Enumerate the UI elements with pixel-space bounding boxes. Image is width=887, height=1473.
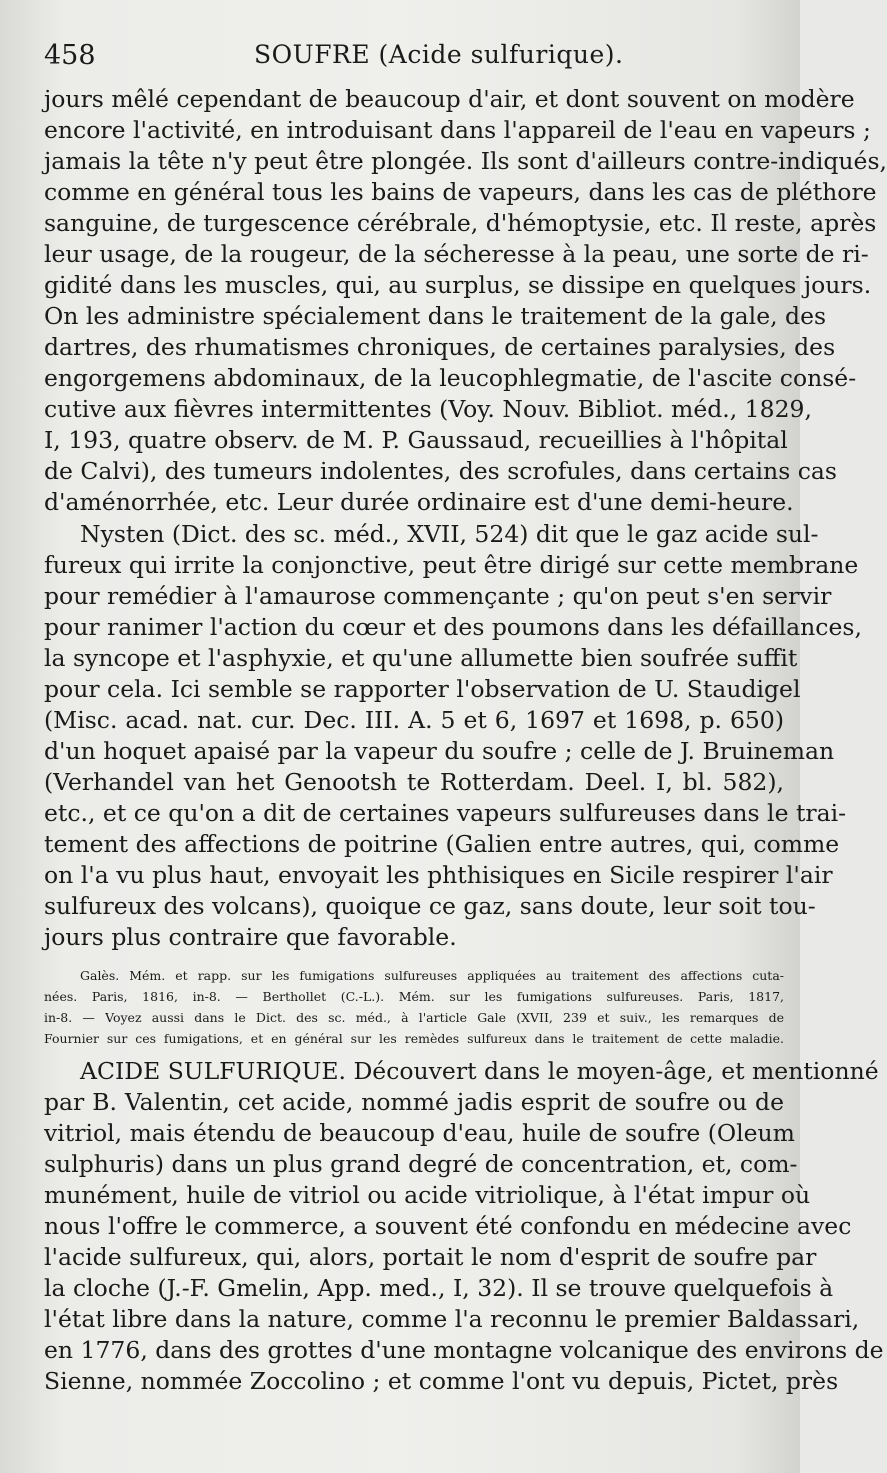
text-line: jamais la tête n'y peut être plongée. Ils sont d'ailleurs contre-indiqués, — [44, 147, 887, 175]
text-line: par B. Valentin, cet acide, nommé jadis esprit de soufre ou de — [44, 1088, 784, 1116]
text-line: de Calvi), des tumeurs indolentes, des scrofules, dans certains cas — [44, 457, 837, 485]
text-line: l'état libre dans la nature, comme l'a reconnu le premier Baldassari, — [44, 1305, 860, 1333]
text-line: pour remédier à l'amaurose commençante ; qu'on peut s'en servir — [44, 582, 832, 610]
text-line: sanguine, de turgescence cérébrale, d'hémoptysie, etc. Il reste, après — [44, 209, 877, 237]
page-header — [44, 36, 784, 80]
text-line: nous l'offre le commerce, a souvent été confondu en médecine avec — [44, 1212, 852, 1240]
text-line: jours mêlé cependant de beaucoup d'air, et dont souvent on modère — [44, 85, 855, 113]
footnote-line: Galès. Mém. et rapp. sur les fumigations sulfureuses appliquées au traitement des affections cuta- — [80, 968, 784, 983]
text-line: ACIDE SULFURIQUE. Découvert dans le moyen-âge, et mentionné — [80, 1057, 879, 1085]
text-line: etc., et ce qu'on a dit de certaines vapeurs sulfureuses dans le trai- — [44, 799, 847, 827]
text-line: Nysten (Dict. des sc. méd., XVII, 524) dit que le gaz acide sul- — [80, 520, 819, 548]
text-line: la syncope et l'asphyxie, et qu'une allumette bien soufrée suffit — [44, 644, 798, 672]
text-line: la cloche (J.-F. Gmelin, App. med., I, 32). Il se trouve quelquefois à — [44, 1274, 834, 1302]
text-line: encore l'activité, en introduisant dans l'appareil de l'eau en vapeurs ; — [44, 116, 871, 144]
running-title: SOUFRE (Acide sulfurique). — [254, 40, 624, 69]
text-line: jours plus contraire que favorable. — [44, 923, 457, 951]
text-line: (Misc. acad. nat. cur. Dec. III. A. 5 et 6, 1697 et 1698, p. 650) — [44, 706, 784, 734]
footnote-line: nées. Paris, 1816, in-8. — Berthollet (C.-L.). Mém. sur les fumigations sulfureuses. Paris, 1817, — [44, 989, 784, 1004]
text-line: cutive aux fièvres intermittentes (Voy. Nouv. Bibliot. méd., 1829, — [44, 395, 812, 423]
text-line: sulphuris) dans un plus grand degré de concentration, et, com- — [44, 1150, 798, 1178]
text-line: engorgemens abdominaux, de la leucophlegmatie, de l'ascite consé- — [44, 364, 857, 392]
text-line: sulfureux des volcans), quoique ce gaz, sans doute, leur soit tou- — [44, 892, 816, 920]
text-line: munément, huile de vitriol ou acide vitriolique, à l'état impur où — [44, 1181, 811, 1209]
text-line: Sienne, nommée Zoccolino ; et comme l'ont vu depuis, Pictet, près — [44, 1367, 839, 1395]
text-line: (Verhandel van het Genootsh te Rotterdam. Deel. I, bl. 582), — [44, 768, 784, 796]
text-line: fureux qui irrite la conjonctive, peut être dirigé sur cette membrane — [44, 551, 859, 579]
text-line: On les administre spécialement dans le traitement de la gale, des — [44, 302, 827, 330]
text-line: en 1776, dans des grottes d'une montagne volcanique des environs de — [44, 1336, 884, 1364]
text-line: dartres, des rhumatismes chroniques, de certaines paralysies, des — [44, 333, 836, 361]
text-line: l'acide sulfureux, qui, alors, portait le nom d'esprit de soufre par — [44, 1243, 817, 1271]
text-line: d'un hoquet apaisé par la vapeur du soufre ; celle de J. Bruineman — [44, 737, 835, 765]
page-number: 458 — [44, 40, 96, 71]
text-line: pour ranimer l'action du cœur et des poumons dans les défaillances, — [44, 613, 862, 641]
text-line: gidité dans les muscles, qui, au surplus, se dissipe en quelques jours. — [44, 271, 872, 299]
footnote-line: in-8. — Voyez aussi dans le Dict. des sc. méd., à l'article Gale (XVII, 239 et suiv., les remarques de — [44, 1010, 784, 1025]
text-line: comme en général tous les bains de vapeurs, dans les cas de pléthore — [44, 178, 877, 206]
footnote-line: Fournier sur ces fumigations, et en général sur les remèdes sulfureux dans le traitement de cette maladie. — [44, 1031, 784, 1046]
text-line: I, 193, quatre observ. de M. P. Gaussaud, recueillies à l'hôpital — [44, 426, 788, 454]
text-line: vitriol, mais étendu de beaucoup d'eau, huile de soufre (Oleum — [44, 1119, 795, 1147]
text-line: pour cela. Ici semble se rapporter l'observation de U. Staudigel — [44, 675, 801, 703]
text-line: d'aménorrhée, etc. Leur durée ordinaire est d'une demi-heure. — [44, 488, 794, 516]
text-line: leur usage, de la rougeur, de la sécheresse à la peau, une sorte de ri- — [44, 240, 869, 268]
text-line: on l'a vu plus haut, envoyait les phthisiques en Sicile respirer l'air — [44, 861, 833, 889]
text-line: tement des affections de poitrine (Galien entre autres, qui, comme — [44, 830, 840, 858]
